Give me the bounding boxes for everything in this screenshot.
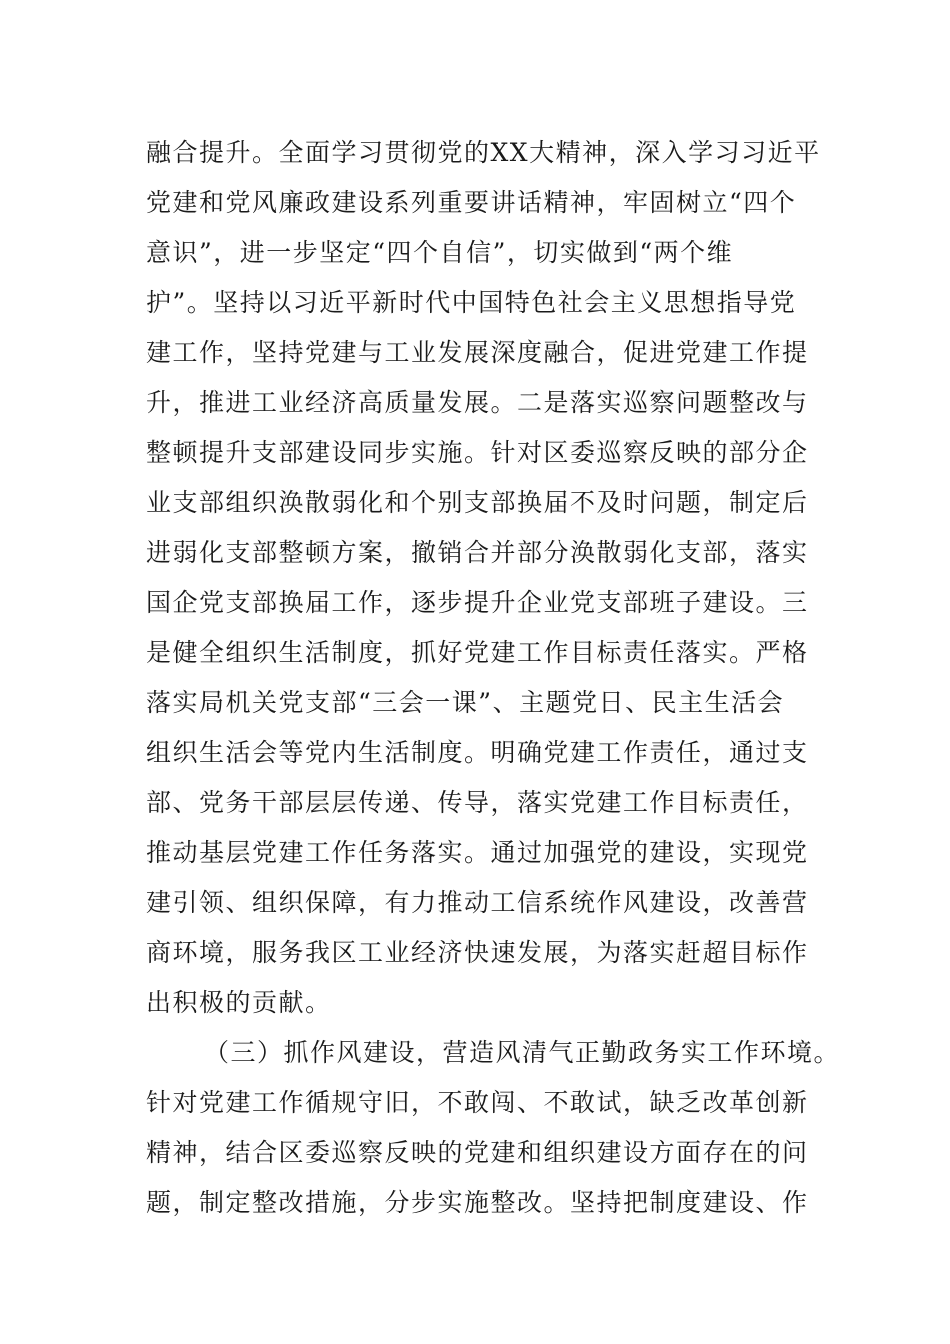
- text-line: 意识”，进一步坚定“四个自信”，切实做到“两个维: [146, 238, 734, 267]
- text-line: 国企党支部换届工作，逐步提升企业党支部班子建设。三: [146, 588, 809, 617]
- text-line: 融合提升。全面学习贯彻党的XX大精神，深入学习习近平: [146, 138, 821, 167]
- text-line: 部、党务干部层层传递、传导，落实党建工作目标责任，: [146, 788, 809, 817]
- text-line: 业支部组织涣散弱化和个别支部换届不及时问题，制定后: [146, 488, 809, 517]
- text-line: 建引领、组织保障，有力推动工信系统作风建设，改善营: [146, 888, 809, 917]
- text-line: 组织生活会等党内生活制度。明确党建工作责任，通过支: [146, 738, 809, 767]
- text-line: 升，推进工业经济高质量发展。二是落实巡察问题整改与: [146, 388, 809, 417]
- text-line: 推动基层党建工作任务落实。通过加强党的建设，实现党: [146, 838, 809, 867]
- text-line: 落实局机关党支部“三会一课”、主题党日、民主生活会: [146, 688, 785, 717]
- text-line: 党建和党风廉政建设系列重要讲话精神，牢固树立“四个: [146, 188, 797, 217]
- text-line: 题，制定整改措施，分步实施整改。坚持把制度建设、作: [146, 1188, 809, 1217]
- text-line: 针对党建工作循规守旧，不敢闯、不敢试，缺乏改革创新: [146, 1088, 809, 1117]
- text-line: 商环境，服务我区工业经济快速发展，为落实赶超目标作: [146, 938, 809, 967]
- body-text: [146, 128, 841, 1228]
- section-heading-line: （三）抓作风建设，营造风清气正勤政务实工作环境。: [204, 1038, 841, 1067]
- text-line: 精神，结合区委巡察反映的党建和组织建设方面存在的问: [146, 1138, 809, 1167]
- text-line: 建工作，坚持党建与工业发展深度融合，促进党建工作提: [146, 338, 809, 367]
- text-line: 进弱化支部整顿方案，撤销合并部分涣散弱化支部，落实: [146, 538, 809, 567]
- text-line: 是健全组织生活制度，抓好党建工作目标责任落实。严格: [146, 638, 809, 667]
- text-line: 出积极的贡献。: [146, 988, 332, 1017]
- text-line: 护”。坚持以习近平新时代中国特色社会主义思想指导党: [146, 288, 797, 317]
- text-line: 整顿提升支部建设同步实施。针对区委巡察反映的部分企: [146, 438, 809, 467]
